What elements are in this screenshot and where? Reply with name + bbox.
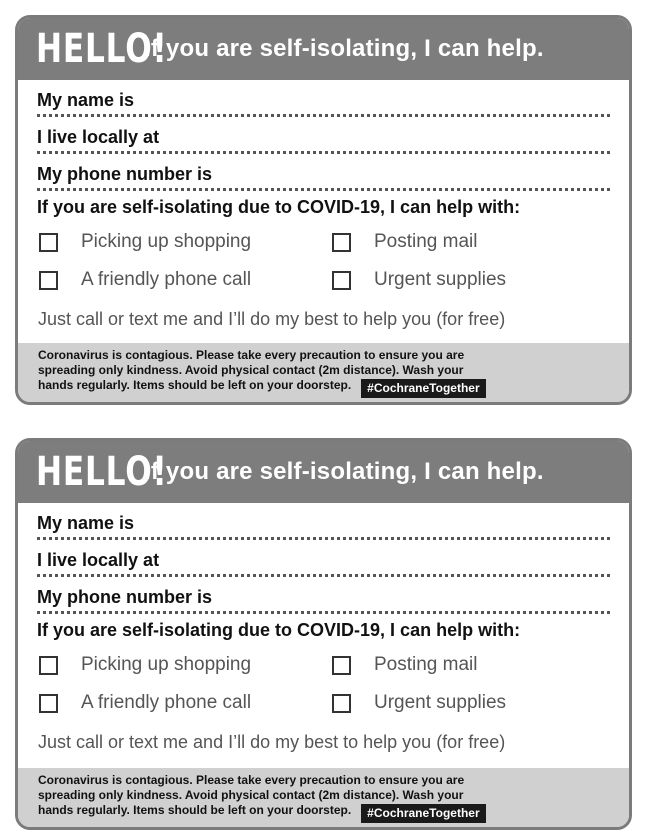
checkbox[interactable] [39,271,58,290]
option-label: Picking up shopping [81,231,252,252]
headline: If you are self-isolating, I can help. [144,35,544,62]
phone-field[interactable] [37,577,610,614]
phone-label: My phone number is [37,164,213,184]
notice-line: hands regularly. Items should be left on your doorstep. [38,378,352,392]
hashtag-badge: #CochraneTogether [361,804,485,823]
name-label: My name is [37,90,135,110]
checkbox[interactable] [39,656,58,675]
checkbox[interactable] [332,656,351,675]
checkbox[interactable] [39,233,58,252]
notice-line-last [38,803,629,823]
option-shopping[interactable] [39,231,332,253]
notice-line: spreading only kindness. Avoid physical contact (2m distance). Wash your [38,363,464,377]
option-label: A friendly phone call [81,692,252,713]
headline: If you are self-isolating, I can help. [144,458,544,485]
notice-line: Coronavirus is contagious. Please take every precaution to ensure you are [38,348,465,362]
call-line: Just call or text me and I’ll do my best to help you (for free) [38,732,506,752]
option-label: Urgent supplies [374,692,507,713]
notice-line: Coronavirus is contagious. Please take every precaution to ensure you are [38,773,465,787]
card-header [18,18,629,80]
help-heading: If you are self-isolating due to COVID-19, I can help with: [37,197,521,217]
name-field[interactable] [37,80,610,117]
name-label: My name is [37,513,135,533]
help-options [39,231,629,291]
option-label: Picking up shopping [81,654,252,675]
notice-line: hands regularly. Items should be left on your doorstep. [38,803,352,817]
hello-logo: HELLO! [36,449,168,495]
option-label: Posting mail [374,654,478,675]
option-supplies[interactable] [332,692,612,714]
address-field[interactable] [37,540,610,577]
address-label: I live locally at [37,550,160,570]
checkbox[interactable] [332,271,351,290]
option-phone-call[interactable] [39,692,332,714]
address-field[interactable] [37,117,610,154]
option-mail[interactable] [332,231,612,253]
notice-box [18,768,629,827]
checkbox[interactable] [332,233,351,252]
option-label: Posting mail [374,231,478,252]
notice-line: spreading only kindness. Avoid physical contact (2m distance). Wash your [38,788,464,802]
card-header [18,441,629,503]
hello-logo: HELLO! [36,26,168,72]
call-line: Just call or text me and I’ll do my best to help you (for free) [38,309,506,329]
help-heading: If you are self-isolating due to COVID-19, I can help with: [37,620,521,640]
phone-field[interactable] [37,154,610,191]
help-options [39,654,629,714]
checkbox[interactable] [332,694,351,713]
option-mail[interactable] [332,654,612,676]
name-field[interactable] [37,503,610,540]
notice-line-last [38,378,629,398]
phone-label: My phone number is [37,587,213,607]
address-label: I live locally at [37,127,160,147]
help-card [15,438,632,830]
option-shopping[interactable] [39,654,332,676]
option-label: Urgent supplies [374,269,507,290]
hashtag-badge: #CochraneTogether [361,379,485,398]
option-supplies[interactable] [332,269,612,291]
checkbox[interactable] [39,694,58,713]
option-phone-call[interactable] [39,269,332,291]
notice-box [18,343,629,402]
option-label: A friendly phone call [81,269,252,290]
help-card [15,15,632,405]
